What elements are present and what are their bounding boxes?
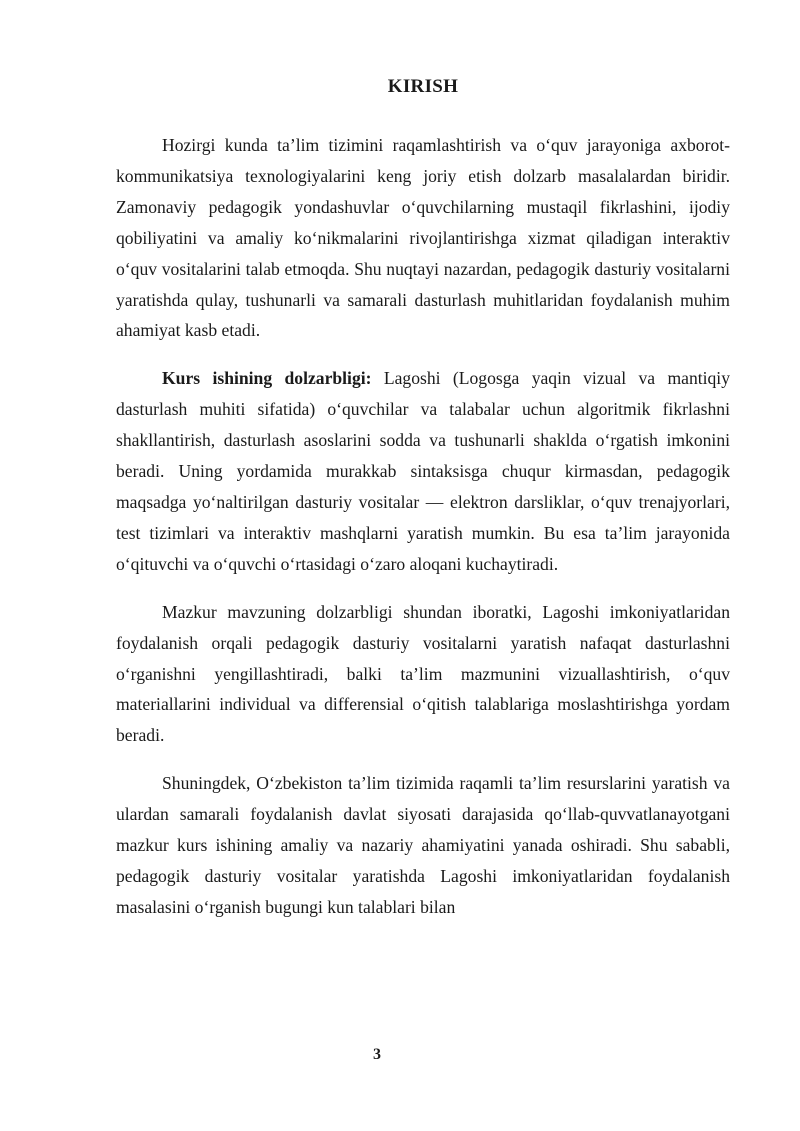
paragraph-text: Mazkur mavzuning dolzarbligi shundan iboratki, Lagoshi imkoniyatlaridan foydalanish orqali pedagogik dasturiy vositalarni yaratish nafaqat dasturlashni o‘rganishni yengillashtiradi, balki ta’lim mazmunini vizuallashtirish, o‘quv materiallarini individual va differensial o‘qitish talablariga moslashtirishga yordam beradi. bbox=[116, 601, 730, 746]
paragraph-lead-heading: Kurs ishining dolzarbligi: bbox=[162, 368, 372, 389]
paragraph-topic-relevance bbox=[116, 597, 730, 752]
page-number: 3 bbox=[373, 1046, 381, 1063]
paragraph-significance bbox=[116, 768, 730, 923]
paragraph-relevance bbox=[116, 363, 730, 579]
page-title: KIRISH bbox=[387, 76, 459, 97]
paragraph-text: Hozirgi kunda ta’lim tizimini raqamlashtirish va o‘quv jarayoniga axborot-kommunikatsiya texnologiyalarini keng joriy etish dolzarb masalalardan biridir. Zamonaviy pedagogik yondashuvlar o‘quvchilarning mustaqil fikrlashini, ijodiy qobiliyatini va amaliy ko‘nikmalarini rivojlantirishga xizmat qiladigan interaktiv o‘quv vositalarini talab etmoqda. Shu nuqtayi nazardan, pedagogik dasturiy vositalarni yaratishda qulay, tushunarli va samarali dasturlash muhitlaridan foydalanish muhim ahamiyat kasb etadi. bbox=[116, 135, 730, 341]
paragraph-text: Lagoshi (Logosga yaqin vizual va mantiqiy dasturlash muhiti sifatida) o‘quvchilar va talabalar uchun algoritmik fikrlashni shakllantirish, dasturlash asoslarini sodda va tushunarli shaklda o‘rgatish imkonini beradi. Uning yordamida murakkab sintaksisga chuqur kirmasdan, pedagogik maqsadga yo‘naltirilgan dasturiy vositalar — elektron darsliklar, o‘quv trenajyorlari, test tizimlari va interaktiv mashqlarni yaratish mumkin. Bu esa ta’lim jarayonida o‘qituvchi va o‘quvchi o‘rtasidagi o‘zaro aloqani kuchaytiradi. bbox=[116, 368, 730, 574]
paragraph-text: Shuningdek, O‘zbekiston ta’lim tizimida raqamli ta’lim resurslarini yaratish va ulardan samarali foydalanish davlat siyosati darajasida qo‘llab-quvvatlanayotgani mazkur kurs ishining amaliy va nazariy ahamiyatini yanada oshiradi. Shu sababli, pedagogik dasturiy vositalar yaratishda Lagoshi imkoniyatlaridan foydalanish masalasini o‘rganish bugungi kun talablari bilan bbox=[116, 773, 730, 917]
document-body bbox=[116, 130, 730, 940]
paragraph-introduction bbox=[116, 130, 730, 346]
